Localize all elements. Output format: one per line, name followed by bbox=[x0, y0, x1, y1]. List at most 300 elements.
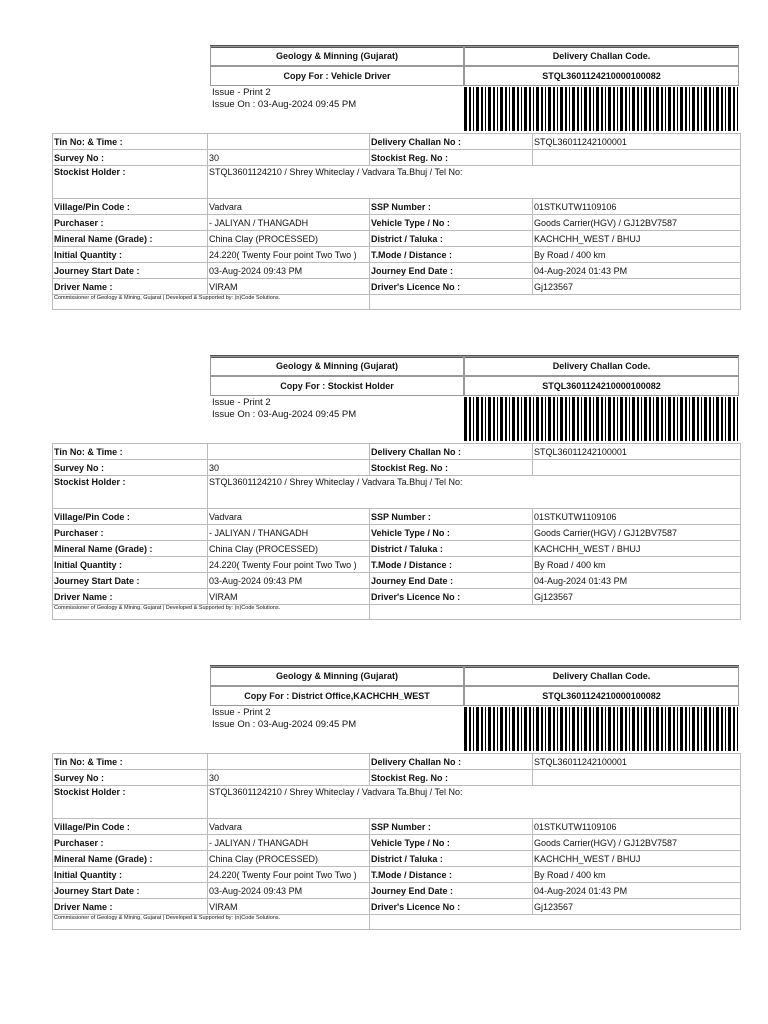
barcode-bar bbox=[488, 397, 491, 441]
licence-label: Driver's Licence No : bbox=[370, 899, 533, 915]
table-row bbox=[53, 883, 741, 899]
dc-no-label: Delivery Challan No : bbox=[370, 754, 533, 770]
table-row bbox=[53, 231, 741, 247]
barcode-bar bbox=[596, 87, 599, 131]
survey-label: Survey No : bbox=[53, 770, 208, 786]
barcode-bar bbox=[692, 87, 695, 131]
barcode-bar bbox=[653, 397, 654, 441]
stockist-reg-label: Stockist Reg. No : bbox=[370, 150, 533, 166]
barcode-bar bbox=[677, 397, 678, 441]
barcode-bar bbox=[697, 707, 699, 751]
table-row bbox=[53, 509, 741, 525]
stockist-reg-value bbox=[533, 150, 741, 166]
barcode-bar bbox=[572, 397, 575, 441]
barcode-bar bbox=[505, 397, 507, 441]
barcode-bar bbox=[481, 87, 483, 131]
journey-start-label: Journey Start Date : bbox=[53, 883, 208, 899]
issue-info bbox=[212, 707, 356, 731]
barcode-bar bbox=[469, 87, 471, 131]
barcode-bar bbox=[533, 397, 534, 441]
barcode-bar bbox=[512, 707, 515, 751]
district-value: KACHCHH_WEST / BHUJ bbox=[533, 851, 741, 867]
barcode-bar bbox=[713, 707, 714, 751]
barcode-bar bbox=[653, 87, 654, 131]
barcode-bar bbox=[557, 397, 558, 441]
barcode-bar bbox=[656, 397, 659, 441]
tin-value bbox=[208, 444, 370, 460]
dc-no-label: Delivery Challan No : bbox=[370, 134, 533, 150]
barcode-bar bbox=[685, 397, 687, 441]
journey-end-label: Journey End Date : bbox=[370, 883, 533, 899]
barcode-bar bbox=[721, 87, 723, 131]
vehicle-label: Vehicle Type / No : bbox=[370, 835, 533, 851]
journey-end-label: Journey End Date : bbox=[370, 573, 533, 589]
issue-info bbox=[212, 397, 356, 421]
quantity-value: 24.220( Twenty Four point Two Two ) bbox=[208, 247, 370, 263]
stockist-reg-value bbox=[533, 460, 741, 476]
ssp-value: 01STKUTW1109106 bbox=[533, 199, 741, 215]
barcode-bar bbox=[584, 707, 587, 751]
barcode-bar bbox=[521, 397, 522, 441]
barcode-bar bbox=[620, 707, 623, 751]
barcode-bar bbox=[500, 87, 503, 131]
barcode-bar bbox=[620, 397, 623, 441]
barcode-bar bbox=[728, 707, 731, 751]
table-row bbox=[53, 589, 741, 605]
quantity-label: Initial Quantity : bbox=[53, 557, 208, 573]
table-row bbox=[53, 134, 741, 150]
barcode-bar bbox=[673, 87, 675, 131]
barcode-bar bbox=[733, 397, 735, 441]
barcode-bar bbox=[737, 87, 738, 131]
barcode-bar bbox=[665, 707, 666, 751]
stockist-holder-value: STQL3601124210 / Shrey Whiteclay / Vadvara Ta.Bhuj / Tel No: bbox=[208, 786, 741, 819]
footer-credit: Commissioner of Geology & Mining, Gujarat | Developed & Supported by: (n)Code Solutions. bbox=[53, 295, 370, 310]
table-row bbox=[53, 166, 741, 199]
table-row bbox=[53, 851, 741, 867]
barcode-bar bbox=[668, 397, 671, 441]
barcode-bar bbox=[737, 707, 738, 751]
barcode-bar bbox=[649, 397, 651, 441]
driver-label: Driver Name : bbox=[53, 589, 208, 605]
barcode bbox=[464, 87, 739, 131]
village-value: Vadvara bbox=[208, 199, 370, 215]
barcode-bar bbox=[689, 87, 690, 131]
barcode-bar bbox=[505, 707, 507, 751]
barcode-bar bbox=[560, 397, 563, 441]
barcode-bar bbox=[529, 87, 531, 131]
quantity-label: Initial Quantity : bbox=[53, 247, 208, 263]
barcode-bar bbox=[629, 397, 630, 441]
challan-code-title: Delivery Challan Code. bbox=[464, 46, 739, 66]
barcode-bar bbox=[665, 87, 666, 131]
table-row bbox=[53, 476, 741, 509]
barcode-bar bbox=[493, 87, 495, 131]
barcode-bar bbox=[557, 707, 558, 751]
challan-code-value: STQL3601124210000100082 bbox=[464, 66, 739, 86]
barcode-bar bbox=[644, 397, 647, 441]
barcode-bar bbox=[632, 707, 635, 751]
barcode-bar bbox=[565, 397, 567, 441]
barcode-bar bbox=[517, 87, 519, 131]
barcode-bar bbox=[485, 397, 486, 441]
barcode-bar bbox=[692, 397, 695, 441]
table-row bbox=[53, 525, 741, 541]
barcode-bar bbox=[733, 87, 735, 131]
stockist-reg-label: Stockist Reg. No : bbox=[370, 460, 533, 476]
barcode-bar bbox=[560, 87, 563, 131]
tmode-label: T.Mode / Distance : bbox=[370, 867, 533, 883]
village-value: Vadvara bbox=[208, 509, 370, 525]
barcode-bar bbox=[577, 707, 579, 751]
barcode-bar bbox=[728, 87, 731, 131]
barcode-bar bbox=[601, 707, 603, 751]
barcode-bar bbox=[593, 397, 594, 441]
driver-label: Driver Name : bbox=[53, 279, 208, 295]
barcode-bar bbox=[464, 87, 467, 131]
journey-end-label: Journey End Date : bbox=[370, 263, 533, 279]
barcode-bar bbox=[536, 87, 539, 131]
mineral-value: China Clay (PROCESSED) bbox=[208, 541, 370, 557]
barcode-bar bbox=[680, 397, 683, 441]
ssp-label: SSP Number : bbox=[370, 199, 533, 215]
barcode-bar bbox=[608, 87, 611, 131]
barcode-bar bbox=[673, 397, 675, 441]
barcode-bar bbox=[584, 87, 587, 131]
table-row bbox=[53, 150, 741, 166]
village-value: Vadvara bbox=[208, 819, 370, 835]
stockist-holder-value: STQL3601124210 / Shrey Whiteclay / Vadvara Ta.Bhuj / Tel No: bbox=[208, 166, 741, 199]
barcode-bar bbox=[560, 707, 563, 751]
barcode-bar bbox=[716, 87, 719, 131]
tin-value bbox=[208, 754, 370, 770]
barcode-bar bbox=[589, 707, 591, 751]
table-row bbox=[53, 215, 741, 231]
mineral-label: Mineral Name (Grade) : bbox=[53, 231, 208, 247]
barcode-bar bbox=[596, 707, 599, 751]
barcode-bar bbox=[641, 397, 642, 441]
barcode-bar bbox=[476, 87, 479, 131]
barcode-bar bbox=[533, 87, 534, 131]
barcode-bar bbox=[493, 707, 495, 751]
barcode-bar bbox=[716, 397, 719, 441]
barcode-bar bbox=[653, 707, 654, 751]
barcode-bar bbox=[596, 397, 599, 441]
journey-start-label: Journey Start Date : bbox=[53, 573, 208, 589]
issue-on: Issue On : 03-Aug-2024 09:45 PM bbox=[212, 99, 357, 110]
barcode-bar bbox=[497, 397, 498, 441]
barcode-bar bbox=[677, 87, 678, 131]
barcode-bar bbox=[685, 87, 687, 131]
barcode-bar bbox=[613, 707, 615, 751]
barcode-bar bbox=[497, 87, 498, 131]
journey-start-value: 03-Aug-2024 09:43 PM bbox=[208, 263, 370, 279]
challan-details-table bbox=[52, 443, 741, 620]
challan-details-table bbox=[52, 753, 741, 930]
barcode-bar bbox=[509, 397, 510, 441]
barcode-bar bbox=[661, 707, 663, 751]
barcode-bar bbox=[524, 707, 527, 751]
tmode-value: By Road / 400 km bbox=[533, 557, 741, 573]
barcode-bar bbox=[661, 87, 663, 131]
table-row bbox=[53, 263, 741, 279]
barcode-bar bbox=[541, 87, 543, 131]
table-row bbox=[53, 541, 741, 557]
barcode-bar bbox=[589, 87, 591, 131]
table-row bbox=[53, 444, 741, 460]
vehicle-value: Goods Carrier(HGV) / GJ12BV7587 bbox=[533, 215, 741, 231]
copy-for-label: Copy For : District Office,KACHCHH_WEST bbox=[210, 686, 464, 706]
tmode-label: T.Mode / Distance : bbox=[370, 557, 533, 573]
barcode-bar bbox=[601, 87, 603, 131]
barcode-bar bbox=[572, 87, 575, 131]
purchaser-value: - JALIYAN / THANGADH bbox=[208, 525, 370, 541]
barcode-bar bbox=[464, 707, 467, 751]
barcode-bar bbox=[716, 707, 719, 751]
barcode-bar bbox=[464, 397, 467, 441]
vehicle-label: Vehicle Type / No : bbox=[370, 215, 533, 231]
challan-copy bbox=[0, 45, 768, 345]
driver-value: VIRAM bbox=[208, 589, 370, 605]
barcode-bar bbox=[548, 397, 551, 441]
barcode-bar bbox=[668, 707, 671, 751]
barcode-bar bbox=[637, 87, 639, 131]
dc-no-value: STQL36011242100001 bbox=[533, 754, 741, 770]
survey-value: 30 bbox=[208, 460, 370, 476]
barcode-bar bbox=[545, 707, 546, 751]
barcode-bar bbox=[509, 707, 510, 751]
licence-label: Driver's Licence No : bbox=[370, 279, 533, 295]
journey-start-value: 03-Aug-2024 09:43 PM bbox=[208, 883, 370, 899]
table-row bbox=[53, 754, 741, 770]
barcode-bar bbox=[709, 87, 711, 131]
barcode-bar bbox=[713, 87, 714, 131]
barcode-bar bbox=[469, 707, 471, 751]
barcode-bar bbox=[581, 87, 582, 131]
barcode-bar bbox=[701, 87, 702, 131]
barcode-bar bbox=[473, 397, 474, 441]
quantity-value: 24.220( Twenty Four point Two Two ) bbox=[208, 557, 370, 573]
copy-for-label: Copy For : Stockist Holder bbox=[210, 376, 464, 396]
barcode-bar bbox=[593, 707, 594, 751]
challan-header bbox=[210, 665, 739, 755]
tin-label: Tin No: & Time : bbox=[53, 444, 208, 460]
barcode-bar bbox=[553, 87, 555, 131]
licence-label: Driver's Licence No : bbox=[370, 589, 533, 605]
district-value: KACHCHH_WEST / BHUJ bbox=[533, 541, 741, 557]
barcode-bar bbox=[536, 397, 539, 441]
village-label: Village/Pin Code : bbox=[53, 819, 208, 835]
journey-start-label: Journey Start Date : bbox=[53, 263, 208, 279]
table-row bbox=[53, 605, 741, 620]
barcode-bar bbox=[589, 397, 591, 441]
table-row bbox=[53, 835, 741, 851]
barcode-bar bbox=[488, 707, 491, 751]
issue-print: Issue - Print 2 bbox=[212, 397, 271, 408]
barcode-bar bbox=[620, 87, 623, 131]
barcode-bar bbox=[644, 707, 647, 751]
barcode-bar bbox=[632, 87, 635, 131]
table-row bbox=[53, 460, 741, 476]
barcode-bar bbox=[521, 707, 522, 751]
barcode-bar bbox=[704, 397, 707, 441]
barcode-bar bbox=[661, 397, 663, 441]
stockist-reg-value bbox=[533, 770, 741, 786]
table-row bbox=[53, 279, 741, 295]
barcode-bar bbox=[577, 87, 579, 131]
driver-value: VIRAM bbox=[208, 899, 370, 915]
tin-label: Tin No: & Time : bbox=[53, 754, 208, 770]
barcode-bar bbox=[692, 707, 695, 751]
district-value: KACHCHH_WEST / BHUJ bbox=[533, 231, 741, 247]
barcode-bar bbox=[493, 397, 495, 441]
barcode-bar bbox=[517, 397, 519, 441]
barcode-bar bbox=[481, 397, 483, 441]
barcode-bar bbox=[569, 87, 570, 131]
barcode-bar bbox=[649, 707, 651, 751]
barcode-bar bbox=[701, 397, 702, 441]
licence-value: Gj123567 bbox=[533, 279, 741, 295]
barcode-bar bbox=[613, 397, 615, 441]
copy-for-label: Copy For : Vehicle Driver bbox=[210, 66, 464, 86]
barcode-bar bbox=[509, 87, 510, 131]
barcode-bar bbox=[641, 87, 642, 131]
barcode-bar bbox=[697, 87, 699, 131]
barcode-bar bbox=[709, 707, 711, 751]
stockist-holder-label: Stockist Holder : bbox=[53, 786, 208, 819]
footer-credit: Commissioner of Geology & Mining, Gujarat | Developed & Supported by: (n)Code Solutions. bbox=[53, 915, 370, 930]
barcode-bar bbox=[625, 87, 627, 131]
issue-print: Issue - Print 2 bbox=[212, 87, 271, 98]
stockist-holder-label: Stockist Holder : bbox=[53, 476, 208, 509]
barcode bbox=[464, 707, 739, 751]
barcode-bar bbox=[713, 397, 714, 441]
purchaser-label: Purchaser : bbox=[53, 525, 208, 541]
barcode-bar bbox=[473, 87, 474, 131]
barcode-bar bbox=[553, 397, 555, 441]
barcode-bar bbox=[625, 707, 627, 751]
barcode-bar bbox=[733, 707, 735, 751]
challan-code-title: Delivery Challan Code. bbox=[464, 666, 739, 686]
dc-no-value: STQL36011242100001 bbox=[533, 444, 741, 460]
barcode-bar bbox=[632, 397, 635, 441]
survey-label: Survey No : bbox=[53, 460, 208, 476]
stockist-holder-value: STQL3601124210 / Shrey Whiteclay / Vadvara Ta.Bhuj / Tel No: bbox=[208, 476, 741, 509]
footer-blank bbox=[370, 605, 741, 620]
licence-value: Gj123567 bbox=[533, 589, 741, 605]
barcode-bar bbox=[704, 707, 707, 751]
barcode-bar bbox=[581, 707, 582, 751]
vehicle-value: Goods Carrier(HGV) / GJ12BV7587 bbox=[533, 835, 741, 851]
journey-end-value: 04-Aug-2024 01:43 PM bbox=[533, 883, 741, 899]
barcode-bar bbox=[512, 87, 515, 131]
driver-value: VIRAM bbox=[208, 279, 370, 295]
ssp-label: SSP Number : bbox=[370, 819, 533, 835]
district-label: District / Taluka : bbox=[370, 541, 533, 557]
barcode-bar bbox=[476, 397, 479, 441]
barcode-bar bbox=[737, 397, 738, 441]
challan-header bbox=[210, 355, 739, 445]
barcode-bar bbox=[481, 707, 483, 751]
stockist-holder-label: Stockist Holder : bbox=[53, 166, 208, 199]
barcode-bar bbox=[680, 707, 683, 751]
barcode-bar bbox=[629, 87, 630, 131]
barcode-bar bbox=[656, 707, 659, 751]
tmode-value: By Road / 400 km bbox=[533, 247, 741, 263]
barcode-bar bbox=[721, 707, 723, 751]
barcode-bar bbox=[685, 707, 687, 751]
barcode-bar bbox=[476, 707, 479, 751]
mineral-label: Mineral Name (Grade) : bbox=[53, 851, 208, 867]
barcode-bar bbox=[485, 87, 486, 131]
barcode-bar bbox=[608, 397, 611, 441]
challan-header bbox=[210, 45, 739, 135]
journey-start-value: 03-Aug-2024 09:43 PM bbox=[208, 573, 370, 589]
challan-code-value: STQL3601124210000100082 bbox=[464, 686, 739, 706]
barcode-bar bbox=[689, 397, 690, 441]
mineral-value: China Clay (PROCESSED) bbox=[208, 851, 370, 867]
barcode-bar bbox=[557, 87, 558, 131]
tin-value bbox=[208, 134, 370, 150]
barcode-bar bbox=[721, 397, 723, 441]
purchaser-value: - JALIYAN / THANGADH bbox=[208, 835, 370, 851]
ssp-value: 01STKUTW1109106 bbox=[533, 509, 741, 525]
barcode-bar bbox=[649, 87, 651, 131]
barcode-bar bbox=[500, 707, 503, 751]
barcode-bar bbox=[644, 87, 647, 131]
barcode-bar bbox=[524, 397, 527, 441]
org-title: Geology & Minning (Gujarat) bbox=[210, 46, 464, 66]
barcode-bar bbox=[548, 707, 551, 751]
barcode-bar bbox=[725, 87, 726, 131]
barcode-bar bbox=[601, 397, 603, 441]
barcode-bar bbox=[565, 87, 567, 131]
table-row bbox=[53, 770, 741, 786]
footer-blank bbox=[370, 295, 741, 310]
survey-value: 30 bbox=[208, 150, 370, 166]
barcode-bar bbox=[673, 707, 675, 751]
district-label: District / Taluka : bbox=[370, 231, 533, 247]
dc-no-value: STQL36011242100001 bbox=[533, 134, 741, 150]
table-row bbox=[53, 247, 741, 263]
issue-on: Issue On : 03-Aug-2024 09:45 PM bbox=[212, 719, 357, 730]
ssp-value: 01STKUTW1109106 bbox=[533, 819, 741, 835]
table-row bbox=[53, 295, 741, 310]
challan-code-title: Delivery Challan Code. bbox=[464, 356, 739, 376]
barcode-bar bbox=[517, 707, 519, 751]
issue-print: Issue - Print 2 bbox=[212, 707, 271, 718]
stockist-reg-label: Stockist Reg. No : bbox=[370, 770, 533, 786]
barcode-bar bbox=[512, 397, 515, 441]
barcode-bar bbox=[637, 397, 639, 441]
challan-copy bbox=[0, 355, 768, 655]
barcode-bar bbox=[697, 397, 699, 441]
challan-code-value: STQL3601124210000100082 bbox=[464, 376, 739, 396]
barcode-bar bbox=[485, 707, 486, 751]
barcode-bar bbox=[529, 707, 531, 751]
tin-label: Tin No: & Time : bbox=[53, 134, 208, 150]
issue-info bbox=[212, 87, 356, 111]
barcode-bar bbox=[629, 707, 630, 751]
ssp-label: SSP Number : bbox=[370, 509, 533, 525]
barcode-bar bbox=[617, 87, 618, 131]
table-row bbox=[53, 786, 741, 819]
challan-copy bbox=[0, 665, 768, 965]
barcode-bar bbox=[524, 87, 527, 131]
barcode-bar bbox=[541, 397, 543, 441]
barcode-bar bbox=[617, 707, 618, 751]
barcode-bar bbox=[689, 707, 690, 751]
